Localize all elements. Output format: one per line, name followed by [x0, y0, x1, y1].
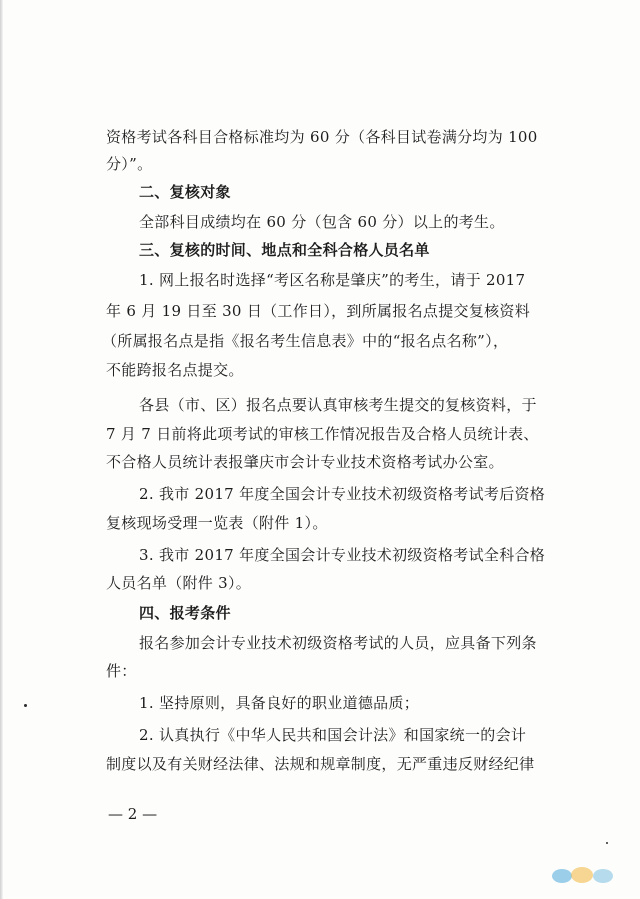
body-line-18: 报名参加会计专业技术初级资格考试的人员，应具备下列条 — [139, 634, 537, 652]
section-heading-2: 二、复核对象 — [139, 183, 231, 201]
body-line-13: 2. 我市 2017 年度全国会计专业技术初级资格考试考后资格 — [139, 485, 546, 503]
body-line-7: 年 6 月 19 日至 30 日（工作日），到所属报名点提交复核资料 — [106, 302, 531, 320]
body-line-12: 不合格人员统计表报肇庆市会计专业技术资格考试办公室。 — [106, 453, 504, 471]
body-line-19: 件： — [106, 662, 137, 680]
section-heading-4: 四、报考条件 — [139, 604, 231, 622]
body-line-15: 3. 我市 2017 年度全国会计专业技术初级资格考试全科合格 — [139, 546, 546, 564]
body-line-9: 不能跨报名点提交。 — [106, 361, 244, 379]
watermark-blob-blue — [552, 869, 572, 883]
body-line-22: 制度以及有关财经法律、法规和规章制度，无严重违反财经纪律 — [106, 755, 535, 773]
scan-edge — [0, 0, 3, 899]
body-line-10: 各县（市、区）报名点要认真审核考生提交的复核资料，于 — [139, 396, 537, 414]
scan-speck — [24, 704, 27, 707]
scan-speck — [606, 842, 608, 844]
body-line-4: 全部科目成绩均在 60 分（包含 60 分）以上的考生。 — [139, 213, 505, 231]
watermark-logo-icon — [548, 862, 620, 888]
body-line-14: 复核现场受理一览表（附件 1）。 — [106, 514, 328, 532]
body-line-11: 7 月 7 日前将此项考试的审核工作情况报告及合格人员统计表、 — [106, 425, 539, 443]
section-heading-3: 三、复核的时间、地点和全科合格人员名单 — [139, 241, 430, 259]
page-number: — 2 — — [108, 805, 158, 823]
watermark-blob-blue-2 — [593, 869, 613, 883]
body-line-8: （所属报名点是指《报名考生信息表》中的“报名点名称”）， — [102, 332, 509, 350]
body-line-20: 1. 坚持原则，具备良好的职业道德品质； — [139, 694, 420, 712]
body-line-16: 人员名单（附件 3）。 — [106, 574, 252, 592]
body-line-1: 资格考试各科目合格标准均为 60 分（各科目试卷满分均为 100 — [106, 128, 538, 146]
body-line-2: 分）”。 — [106, 155, 153, 173]
body-line-6: 1. 网上报名时选择“考区名称是肇庆”的考生，请于 2017 — [139, 271, 526, 289]
watermark-blob-yellow — [571, 867, 593, 883]
body-line-21: 2. 认真执行《中华人民共和国会计法》和国家统一的会计 — [139, 726, 527, 744]
